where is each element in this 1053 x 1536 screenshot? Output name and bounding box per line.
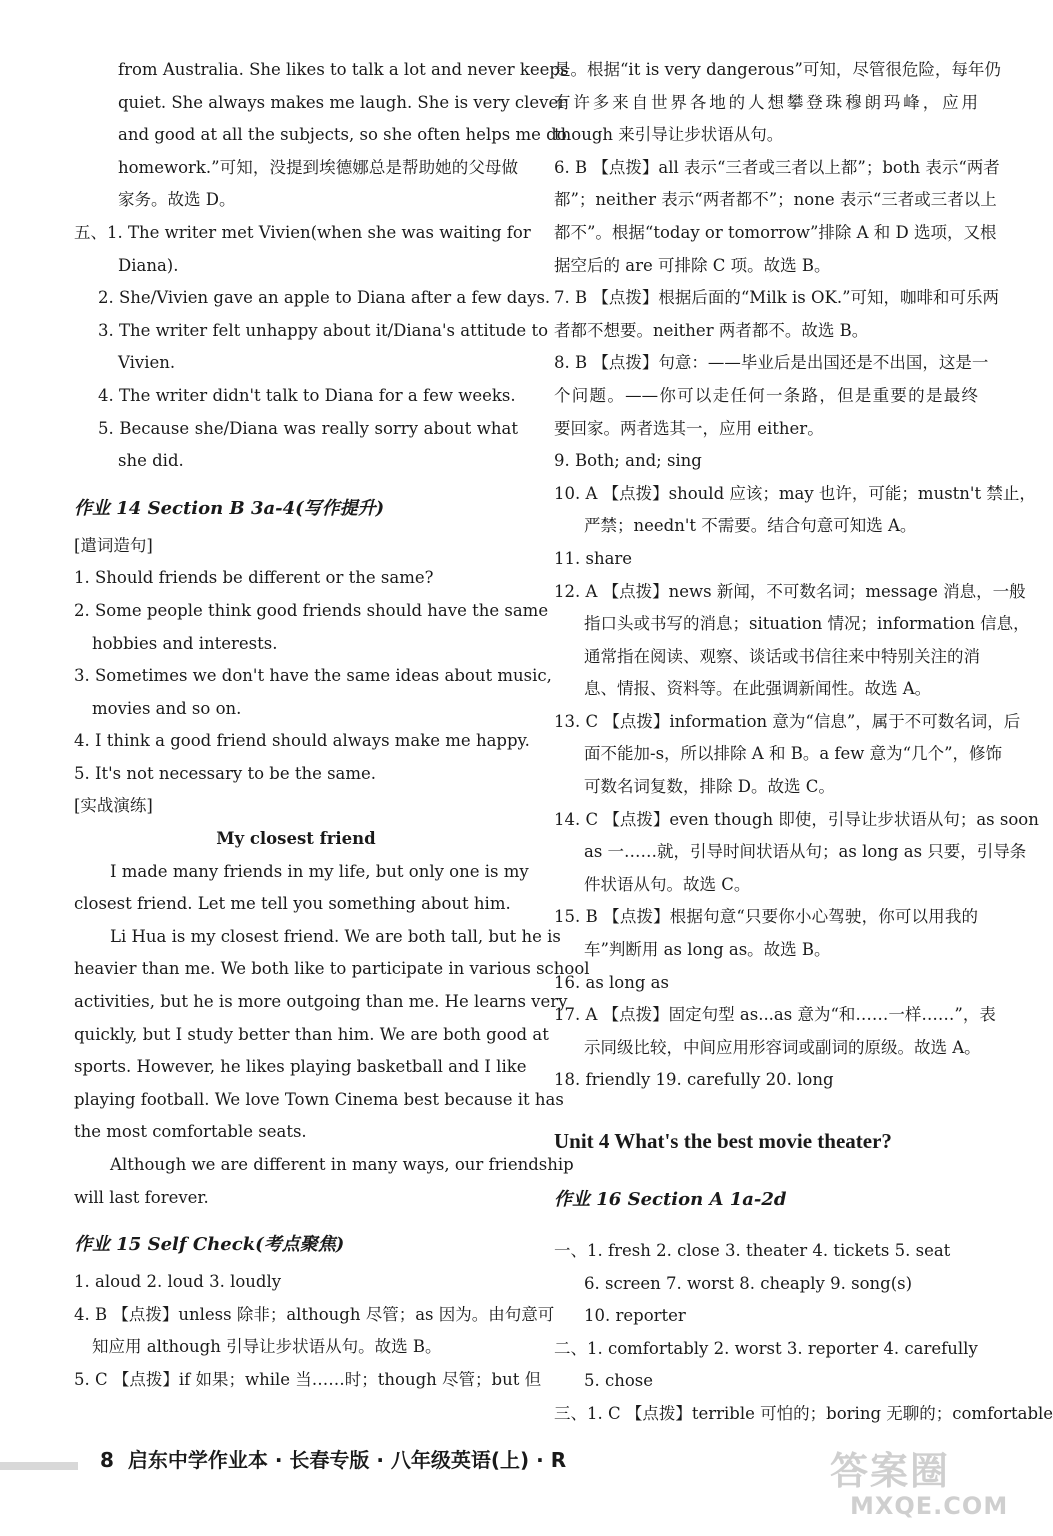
text-line: 通常指在阅读、观察、谈话或书信往来中特别关注的消 <box>584 646 980 666</box>
text-line: 10. reporter <box>584 1306 686 1326</box>
text-line: 5. chose <box>584 1371 654 1391</box>
text-line: and good at all the subjects, so she often helps me do <box>118 125 567 145</box>
text-line: quiet. She always makes me laugh. She is very clever <box>118 92 567 112</box>
footer-bar <box>0 1462 78 1470</box>
text-line: 7. B 【点拨】根据后面的“Milk is OK.”可知，咖啡和可乐两 <box>554 288 1000 308</box>
text-line: 2. Some people think good friends should have the same <box>74 600 549 620</box>
text-line: the most comfortable seats. <box>74 1122 307 1142</box>
text-line: Diana). <box>118 255 179 275</box>
text-line: 家务。故选 D。 <box>118 190 236 210</box>
text-line: 5. Because she/Diana was really sorry about what <box>98 418 518 438</box>
text-line: heavier than me. We both like to participate in various school <box>74 959 590 979</box>
watermark-logo <box>826 1440 1009 1532</box>
watermark-top-text: 答案圈 <box>830 1449 951 1493</box>
text-line: hobbies and interests. <box>92 633 278 653</box>
text-line: 5. It's not necessary to be the same. <box>74 763 377 783</box>
book-title: 启东中学作业本 · 长春专版 · 八年级英语(上) · R <box>127 1448 567 1472</box>
text-line: 9. Both; and; sing <box>554 451 702 471</box>
text-line: 知应用 although 引导让步状语从句。故选 B。 <box>92 1337 442 1357</box>
text-line: 3. Sometimes we don't have the same ideas about music, <box>74 666 552 686</box>
text-line: quickly, but I study better than him. We are both good at <box>74 1024 549 1044</box>
text-line: 要回家。两者选其一，应用 either。 <box>554 418 824 438</box>
text-line: 4. The writer didn't talk to Diana for a few weeks. <box>98 385 516 405</box>
left-column <box>74 54 590 1397</box>
text-line: though 来引导让步状语从句。 <box>554 125 784 145</box>
text-line: 示同级比较，中间应用形容词或副词的原级。故选 A。 <box>584 1037 981 1057</box>
text-line: 可数名词复数，排除 D。故选 C。 <box>584 777 835 797</box>
text-line: 8. B 【点拨】句意：——毕业后是出国还是不出国，这是一 <box>554 353 989 373</box>
text-line: 2. She/Vivien gave an apple to Diana after a few days. <box>98 288 551 308</box>
text-line: I made many friends in my life, but only one is my <box>110 861 529 881</box>
text-line: 有许多来自世界各地的人想攀登珠穆朗玛峰，应用 <box>554 92 978 112</box>
text-line: activities, but he is more outgoing than me. He learns very <box>74 992 568 1012</box>
text-line: 16. as long as <box>554 972 669 992</box>
text-line: closest friend. Let me tell you something about him. <box>74 894 511 914</box>
text-line: [实战演练] <box>74 796 153 816</box>
text-line: 都不”。根据“today or tomorrow”排除 A 和 D 选项，又根 <box>554 222 997 242</box>
text-line: she did. <box>118 451 184 471</box>
footer-text <box>100 1436 566 1484</box>
text-line: as 一……就，引导时间状语从句；as long as 只要，引导条 <box>584 842 1027 862</box>
text-line: Vivien. <box>118 353 176 373</box>
text-line: 5. C 【点拨】if 如果；while 当……时；though 尽管；but 但 <box>74 1369 542 1389</box>
text-line: 14. C 【点拨】even though 即使，引导让步状语从句；as soon <box>554 809 1039 829</box>
text-line: 10. A 【点拨】should 应该；may 也许，可能；mustn't 禁止， <box>554 483 1036 503</box>
text-line: from Australia. She likes to talk a lot and never keeps <box>118 60 569 79</box>
text-line: movies and so on. <box>92 698 242 718</box>
text-line: 据空后的 are 可排除 C 项。故选 B。 <box>554 255 831 275</box>
text-line: [遣词造句] <box>74 535 153 555</box>
text-line: 6. B 【点拨】all 表示“三者或三者以上都”；both 表示“两者 <box>554 157 1000 177</box>
watermark-bottom-text: MXQE.COM <box>850 1492 1009 1520</box>
section-heading: 作业 14 Section B 3a-4(写作提升) <box>74 497 385 519</box>
text-line: homework.”可知，没提到埃德娜总是帮助她的父母做 <box>118 157 518 177</box>
text-line <box>554 1221 978 1235</box>
text-line: 面不能加-s，所以排除 A 和 B。a few 意为“几个”，修饰 <box>584 744 1003 764</box>
text-line: 18. friendly 19. carefully 20. long <box>554 1070 834 1090</box>
text-line: 车”判断用 as long as。故选 B。 <box>584 940 831 960</box>
text-line: 1. Should friends be different or the same? <box>74 568 434 588</box>
text-line: 6. screen 7. worst 8. cheaply 9. song(s) <box>584 1273 913 1293</box>
text-line: 者都不想要。neither 两者都不。故选 B。 <box>554 320 869 340</box>
text-line: 五、1. The writer met Vivien(when she was waiting for <box>74 222 531 242</box>
section-heading: 作业 15 Self Check(考点聚焦) <box>74 1234 345 1256</box>
section-heading: 作业 16 Section A 1a-2d <box>554 1189 787 1210</box>
text-line: 三、1. C 【点拨】terrible 可怕的；boring 无聊的；comfortable <box>554 1403 1053 1423</box>
text-line: 息、情报、资料等。在此强调新闻性。故选 A。 <box>584 679 932 699</box>
text-line: 17. A 【点拨】固定句型 as...as 意为“和……一样……”，表 <box>554 1005 996 1025</box>
text-line: 1. aloud 2. loud 3. loudly <box>74 1272 282 1292</box>
text-line: 件状语从句。故选 C。 <box>584 874 751 894</box>
text-line: 3. The writer felt unhappy about it/Diana's attitude to <box>98 320 549 340</box>
text-line: 个问题。——你可以走任何一条路，但是重要的是最终 <box>554 385 978 405</box>
text-line: 12. A 【点拨】news 新闻，不可数名词；message 消息，一般 <box>554 581 1026 601</box>
text-line: My closest friend <box>216 829 376 849</box>
text-line: Li Hua is my closest friend. We are both tall, but he is <box>110 926 561 946</box>
text-line: 15. B 【点拨】根据句意“只要你小心驾驶，你可以用我的 <box>554 907 978 927</box>
text-line: Although we are different in many ways, our friendship <box>110 1155 574 1174</box>
text-line: 是。根据“it is very dangerous”可知，尽管很危险，每年仍 <box>554 60 1001 79</box>
text-line: will last forever. <box>74 1187 209 1207</box>
text-line: 严禁；needn't 不需要。结合句意可知选 A。 <box>584 516 917 536</box>
text-line: 11. share <box>554 548 633 568</box>
page-number: 8 <box>100 1448 114 1472</box>
text-line: sports. However, he likes playing basketball and I like <box>74 1057 527 1077</box>
text-line: 二、1. comfortably 2. worst 3. reporter 4. carefully <box>554 1338 978 1358</box>
text-line: 13. C 【点拨】information 意为“信息”，属于不可数名词，后 <box>554 711 1021 731</box>
text-line: 都”；neither 表示“两者都不”；none 表示“三者或三者以上 <box>554 190 997 210</box>
unit-heading: Unit 4 What's the best movie theater? <box>554 1129 892 1153</box>
text-line: 一、1. fresh 2. close 3. theater 4. tickets 5. seat <box>554 1241 951 1260</box>
text-line: 4. B 【点拨】unless 除非；although 尽管；as 因为。由句意可 <box>74 1304 555 1324</box>
text-line: 4. I think a good friend should always make me happy. <box>74 731 530 751</box>
right-column <box>554 54 1053 1431</box>
text-line: 指口头或书写的消息；situation 情况；information 信息， <box>584 614 1030 634</box>
text-line: playing football. We love Town Cinema best because it has <box>74 1089 564 1109</box>
